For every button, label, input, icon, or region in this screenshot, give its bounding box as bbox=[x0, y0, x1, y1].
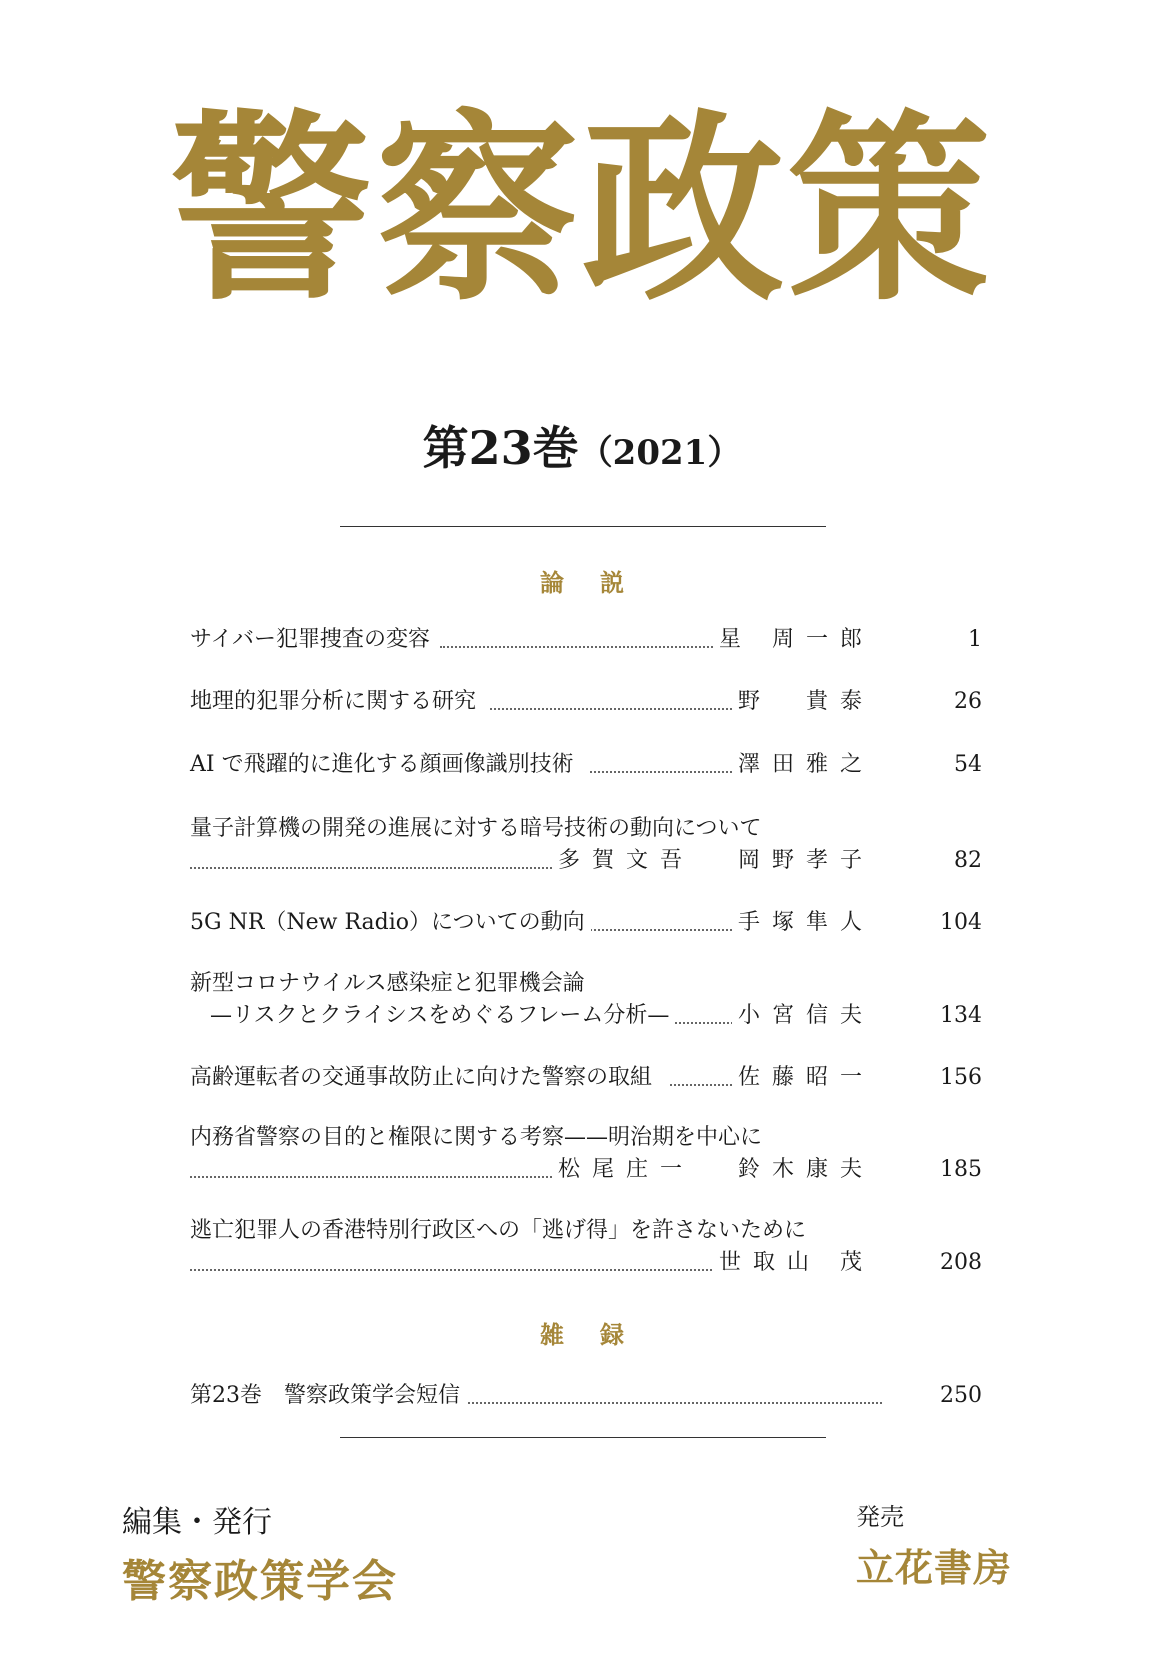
entry-coauthor: 松尾庄一 bbox=[552, 1150, 694, 1190]
entry-author: 小宮信夫 bbox=[732, 996, 874, 1036]
entry-title[interactable]: 量子計算機の開発の進展に対する暗号技術の動向について bbox=[190, 816, 762, 841]
volume-line bbox=[0, 421, 1164, 475]
entry-author: 岡野孝子 bbox=[732, 841, 874, 881]
entry-page: 185 bbox=[940, 1157, 982, 1182]
seller-name: 立花書房 bbox=[856, 1545, 1013, 1590]
dot-leader bbox=[460, 1402, 882, 1404]
entry-author: 世取山 茂 bbox=[713, 1243, 874, 1283]
toc-entry-misc[interactable] bbox=[190, 1376, 982, 1416]
entry-page: 26 bbox=[954, 689, 982, 714]
entry-page: 104 bbox=[940, 910, 982, 935]
volume-number: 第23巻 bbox=[422, 421, 579, 475]
entry-author: 鈴木康夫 bbox=[732, 1150, 874, 1190]
dot-leader bbox=[190, 1176, 592, 1178]
entry-title: 高齢運転者の交通事故防止に向けた警察の取組 bbox=[190, 1058, 658, 1098]
dot-leader bbox=[190, 867, 592, 869]
entry-author: 星 周一郎 bbox=[713, 620, 874, 660]
entry-title: AI で飛躍的に進化する顔画像識別技術 bbox=[190, 745, 580, 785]
toc-entry[interactable] bbox=[190, 841, 982, 881]
entry-title: 第23巻 警察政策学会短信 bbox=[190, 1376, 466, 1416]
seller-label: 発売 bbox=[856, 1503, 904, 1531]
dot-leader bbox=[440, 646, 752, 648]
toc-entry[interactable] bbox=[190, 682, 982, 722]
toc-entry[interactable] bbox=[190, 996, 982, 1036]
bottom-divider bbox=[340, 1437, 826, 1438]
dot-leader bbox=[490, 708, 752, 710]
entry-title[interactable]: 逃亡犯罪人の香港特別行政区への「逃げ得」を許さないために bbox=[190, 1218, 807, 1243]
entry-title[interactable]: 内務省警察の目的と権限に関する考察——明治期を中心に bbox=[190, 1125, 763, 1150]
dot-leader bbox=[590, 771, 752, 773]
entry-page: 134 bbox=[940, 1003, 982, 1028]
entry-page: 250 bbox=[940, 1383, 982, 1408]
dot-leader bbox=[190, 1269, 752, 1271]
entry-author: 野 貴泰 bbox=[732, 682, 874, 722]
journal-title: 警察政策 bbox=[170, 90, 994, 328]
entry-page: 156 bbox=[940, 1065, 982, 1090]
entry-page: 82 bbox=[954, 848, 982, 873]
volume-year: （2021） bbox=[578, 433, 742, 473]
toc-entry[interactable] bbox=[190, 1243, 982, 1283]
entry-title[interactable]: 新型コロナウイルス感染症と犯罪機会論 bbox=[190, 971, 585, 996]
toc-entry[interactable] bbox=[190, 620, 982, 660]
entry-author: 佐藤昭一 bbox=[732, 1058, 874, 1098]
dot-leader bbox=[570, 929, 752, 931]
toc-entry[interactable] bbox=[190, 1150, 982, 1190]
top-divider bbox=[340, 526, 826, 527]
entry-title: 地理的犯罪分析に関する研究 bbox=[190, 682, 482, 722]
toc-entry[interactable] bbox=[190, 1058, 982, 1098]
entry-coauthor: 多賀文吾 bbox=[552, 841, 694, 881]
entry-subtitle: —リスクとクライシスをめぐるフレーム分析— bbox=[210, 996, 675, 1036]
entry-title: 5G NR（New Radio）についての動向 bbox=[190, 903, 591, 943]
section-heading-articles: 論説 bbox=[540, 568, 660, 597]
editor-name: 警察政策学会 bbox=[122, 1556, 398, 1607]
toc-entry[interactable] bbox=[190, 903, 982, 943]
section-heading-misc: 雑録 bbox=[540, 1320, 660, 1349]
entry-page: 1 bbox=[968, 627, 982, 652]
entry-author: 澤田雅之 bbox=[732, 745, 874, 785]
entry-title: サイバー犯罪捜査の変容 bbox=[190, 620, 436, 660]
toc-entry[interactable] bbox=[190, 745, 982, 785]
entry-author: 手塚隼人 bbox=[732, 903, 874, 943]
editor-label: 編集・発行 bbox=[122, 1505, 272, 1540]
entry-page: 208 bbox=[940, 1250, 982, 1275]
entry-page: 54 bbox=[954, 752, 982, 777]
